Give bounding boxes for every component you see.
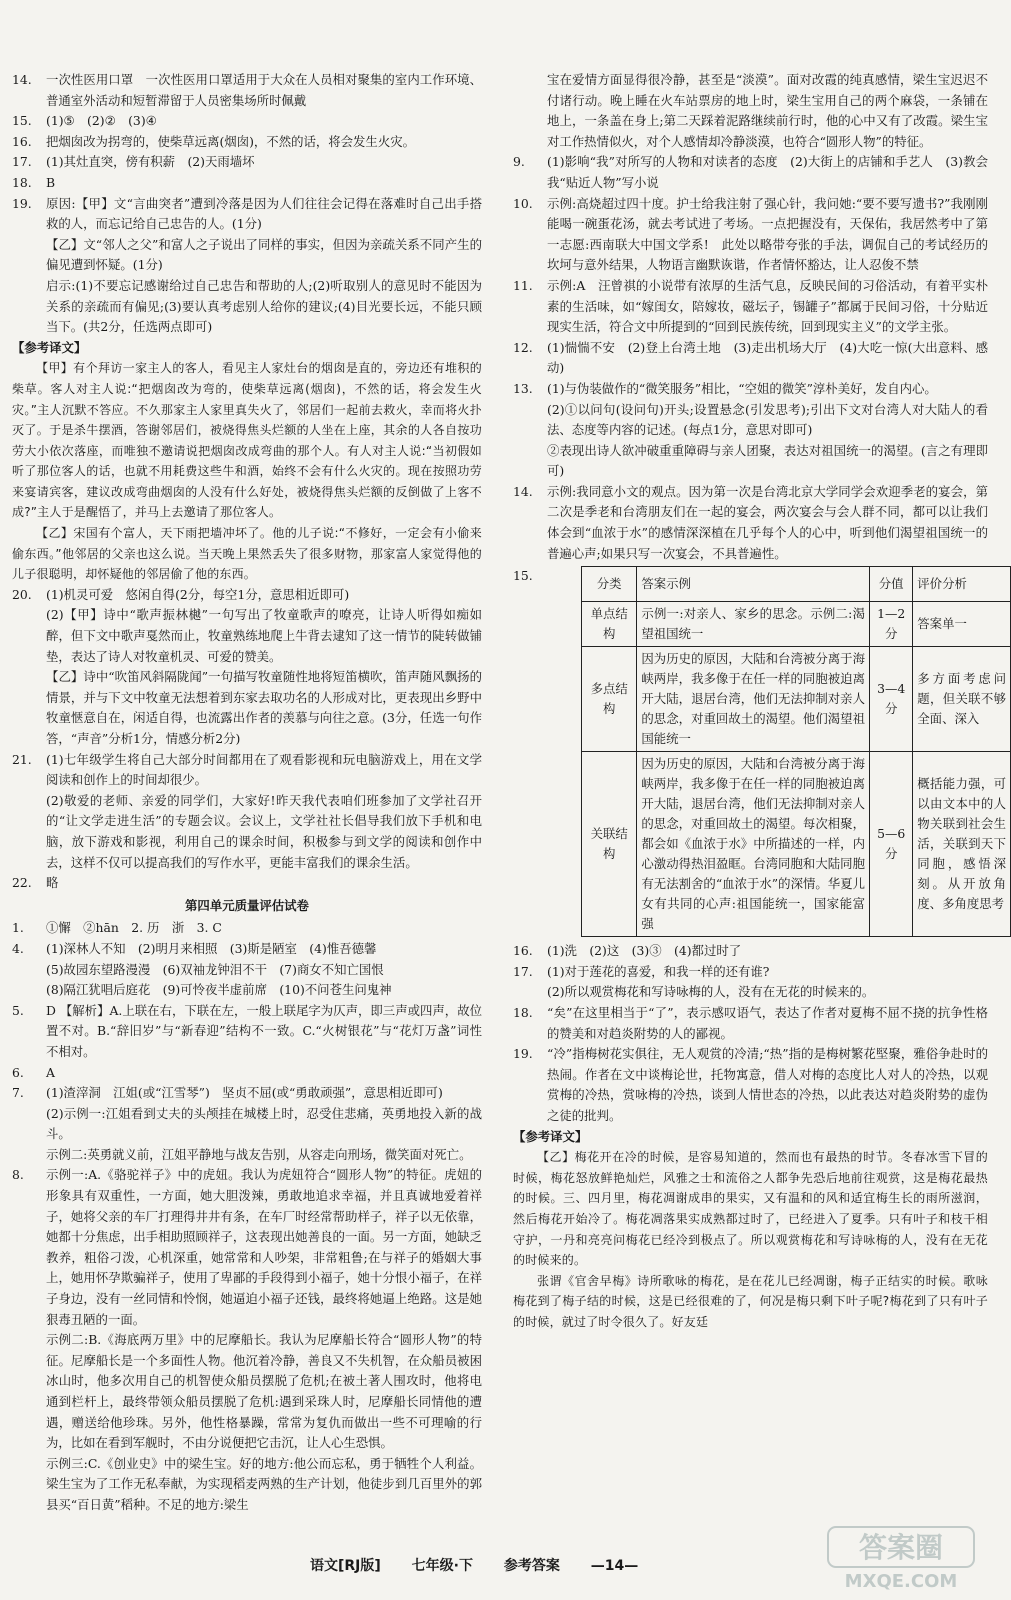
answer-text: 示例:A 汪曾祺的小说带有浓厚的生活气息，反映民间的习俗活动，有着平实朴素的生活味，如“嫁闺女，陪嫁妆，磁坛子，锡罐子”都属于民间习俗，十分贴近现实生活，符合文中所提到的“回到民族传统，回到现实主义”的文学主张。 [547,277,988,335]
answer-item [12,605,482,667]
item-number: 16. [513,943,533,959]
table-cell: 因为历史的原因，大陆和台湾被分离于海峡两岸，我多像于在任一样的同胞被迫离开大陆，退居台湾，他们无法抑制对亲人的思念，对重回故土的渴望。每次相聚，都会如《血浓于水》中所描述的一样，内心激动得热泪盈眶。台湾同胞和大陆同胞有无法割舍的“血浓于水”的深情。华夏儿女有共同的心声:祖国能统一，国家能富强 [637,752,870,937]
answer-text: (2)示例一:江姐看到丈夫的头颅挂在城楼上时，忍受住悲痛，英勇地投入新的战斗。 [46,1105,482,1142]
answer-item [12,667,482,749]
answer-text: 示例:我同意小文的观点。因为第一次是台湾北京大学同学会欢迎季老的宴会，第二次是季老和台湾朋友们在一起的宴会，两次宴会与会人群不同，都可以让我们体会到“血浓于水”的感情深深植在几乎每个人的心中，听到他们渴望祖国统一的普遍心声;如果只写一次宴会，不具普遍性。 [547,483,988,561]
answer-item [12,132,482,153]
left-column [12,70,482,1516]
answer-item [12,873,482,894]
answer-text: (8)隔江犹唱后庭花 (9)可怜夜半虚前席 (10)不问苍生问鬼神 [46,982,392,998]
answer-text: A [46,1064,55,1080]
watermark-url: MXQE.COM [844,1571,958,1592]
table-cell: 多点结构 [582,647,637,752]
answer-item [12,152,482,173]
item-number: 18. [12,174,32,190]
answer-text: 示例二:B.《海底两万里》中的尼摩船长。我认为尼摩船长符合“圆形人物”的特征。尼摩船长是一个多面性人物。他沉着冷静，善良又不失机智，在众船员被困冰山时，他多次用自己的机智使众船员摆脱了危机;在被土著人围攻时，他将电通到栏杆上，最终带领众船员摆脱了危机:遇到采珠人时，尼摩船长同情他的遭遇，赠送给他珍珠。另外，他性格暴躁，常常为复仇而做出一些不可理喻的行为，比如在看到军舰时，不由分说便把它击沉，让人心生恐惧。 [46,1332,482,1451]
answer-item [513,194,988,276]
right-column [513,70,1006,1333]
table-cell: 多方面考虑问题，但关联不够全面、深入 [913,647,1011,752]
footer-grade: 七年级·下 [411,1558,473,1574]
translation-paragraph: 【甲】有个拜访一家主人的客人，看见主人家灶台的烟囱是直的，旁边还有堆积的柴草。客人对主人说:“把烟囱改为弯的，使柴草远离(烟囱)，不然的话，将会发生火灾。”主人沉默不答应。不久那家主人家里真失火了，邻居们一起前去救火，幸而将火扑灭了。于是杀牛摆酒，答谢邻居们，被烧得焦头烂额的人坐在上座，其余的人各自按功劳大小依次落座，而唯独不邀请说把烟囱改成弯曲的那个人。有人对主人说:“当初假如听了那位客人的话，也就不用耗费这些牛和酒，始终不会有什么火灾的。现在按照功劳来宴请宾客，建议改成弯曲烟囱的人没有什么好处，被烧得焦头烂额的反倒做了上客不成?”主人于是醒悟了，并马上去邀请了那位客人。 [12,361,482,520]
item-number: 4. [12,940,24,956]
answer-item [513,276,988,338]
answer-text: 【乙】文“邻人之父”和富人之子说出了同样的事实，但因为亲疏关系不同产生的偏见遭到怀疑。(1分) [46,236,482,273]
answer-item [513,400,988,441]
answer-item [12,960,482,981]
answer-text: 示例二:英勇就义前，江姐平静地与战友告别，从容走向刑场，微笑面对死亡。 [46,1146,472,1162]
answer-text: D 【解析】A.上联在右，下联在左，一般上联尾字为仄声，即三声或四声，故位置不对。B.“辞旧岁”与“新春迎”结构不一致。C.“火树银花”与“花灯万盏”词性不相对。 [46,1002,482,1059]
answer-text: (2)①以问句(设问句)开头;设置悬念(引发思考);引出下文对台湾人对大陆人的看法、态度等内容的记述。(每点1分，意思对即可) [547,401,988,438]
scoring-table [581,566,1011,937]
item-number: 15. [513,568,533,584]
table-cell: 单点结构 [582,602,637,647]
answer-text: B [46,174,56,190]
footer-page-number: —14— [590,1558,639,1574]
answer-text: (2)敬爱的老师、亲爱的同学们，大家好!昨天我代表咱们班参加了文学社召开的“让文学走进生活”的专题会议。会议上，文学社社长倡导我们放下手机和电脑，放下游戏和影视，利用自己的课余时间，积极参与到文学的阅读和创作中去，这样不仅可以提高我们的写作水平，更能丰富我们的课余生活。 [46,792,482,870]
item-number: 16. [12,133,32,149]
item-number: 12. [513,339,533,355]
answer-item [513,152,988,193]
answer-text: 示例:高烧超过四十度。护士给我注射了强心针，我问她:“要不要写遗书?”我刚刚能喝一碗蛋花汤，就去考试进了考场。一点把握没有，天保佑，我居然考中了第一志愿:西南联大中国文学系! 此处以略带夸张的手法，调侃自己的考试经历的坎坷与意外结果，人物语言幽默诙谐，作者情怀豁达，让人忍俊不禁 [547,195,988,273]
answer-text: 原因:【甲】文“言曲突者”遭到冷落是因为人们往往会记得在落难时自己出手搭救的人，而忘记给自己忠告的人。(1分) [46,195,482,232]
answer-text: 一次性医用口罩 一次性医用口罩适用于大众在人员相对聚集的室内工作环境、普通室外活动和短暂滞留于人员密集场所时佩戴 [46,72,482,108]
table-cell: 3—4分 [870,647,913,752]
item-number: 7. [12,1085,24,1101]
table-header: 分类 [582,567,637,602]
answer-text: “冷”指梅树花实俱往，无人观赏的冷清;“热”指的是梅树繁花堅聚，雅俗争赴时的热闹。作者在文中谈梅论世，托物寓意，借人对梅的态度比人对人的冷热，以观赏梅的冷热，赏咏梅的冷热，谈到人情世态的冷热，以此表达对趋炎附势的虚伪之徒的批判。 [547,1046,988,1123]
table-row [582,647,1011,752]
table-cell: 因为历史的原因，大陆和台湾被分离于海峡两岸，我多像于在任一样的同胞被迫离开大陆，退居台湾，他们无法抑制对亲人的思念，对重回故土的渴望。他们渴望祖国能统一 [637,647,870,752]
answer-item [513,962,988,983]
item-number: 22. [12,875,32,891]
answer-text: (1)七年级学生将自己大部分时间都用在了观看影视和玩电脑游戏上，用在文学阅读和创作上的时间却很少。 [46,751,482,788]
answer-item [12,194,482,235]
reference-translation-label: 【参考译文】 [12,339,87,355]
table-cell: 示例一:对亲人、家乡的思念。示例二:渴望祖国统一 [637,602,870,647]
answer-item [12,791,482,873]
answer-text: 【乙】诗中“吹笛风斜隔陇闻”一句描写牧童随性地将短笛横吹，笛声随风飘扬的情景，并与下文中牧童无法想着到东家去取功名的人形成对比，更表现出乡野中牧童惬意自在，闲适自得，也流露出作者的羡慕与向往之意。(3分，任选一句作答，“声音”分析1分，情感分析2分) [46,669,482,746]
answer-text: (1)与伪装做作的“微笑服务”相比，“空姐的微笑”淳朴美好，发自内心。 [547,380,937,396]
table-cell: 关联结构 [582,752,637,937]
item-number: 20. [12,586,32,602]
watermark-text: 答案圈 [858,1531,944,1564]
reference-translation-label-2: 【参考译文】 [513,1128,588,1144]
table-header: 评价分析 [913,567,1011,602]
answer-text: (1)渣滓洞 江姐(或“江雪琴”) 坚贞不屈(或“勇敢顽强”，意思相近即可) [46,1085,443,1101]
item-number: 19. [12,195,32,211]
item-number: 11. [513,277,533,293]
answer-item [12,111,482,132]
item-number: 18. [513,1005,533,1021]
answer-item [513,441,988,482]
item-number: 17. [513,963,533,979]
answer-item [12,1330,482,1454]
answer-item [12,585,482,606]
answer-text: 启示:(1)不要忘记感谢给过自己忠告和帮助的人;(2)听取别人的意见时不能因为关系的亲疏而有偏见;(3)要认真考虑别人给你的建议;(4)目光要长远，不能只顾当下。(共2分，任选两点即可) [46,277,482,335]
item-number: 15. [12,113,32,129]
answer-item [12,750,482,791]
answer-text: 宝在爱情方面显得很冷静，甚至是“淡漠”。面对改霞的纯真感情，梁生宝迟迟不付诸行动。晚上睡在火车站票房的地上时，梁生宝用自己的两个麻袋，一条铺在地上，一条盖在身上;第二天踩着泥路继续前行时，他的心中又有了改霞。梁生宝对工作热情似火，对个人感情却冷静淡漠，也符合“圆形人物”的特征。 [547,72,988,149]
watermark-logo [826,1523,976,1593]
answer-text: (5)故园东望路漫漫 (6)双袖龙钟泪不干 (7)商女不知亡国恨 [46,961,384,977]
item-number: 14. [513,483,533,499]
answer-item [513,338,988,379]
item-number: 17. [12,154,32,170]
answer-item [12,1145,482,1166]
item-number: 5. [12,1002,24,1018]
answer-item [12,939,482,960]
table-row [582,602,1011,647]
answer-text: “矣”在这里相当于“了”，表示感叹语气，表达了作者对夏梅不屈不挠的抗争性格的赞美和对趋炎附势的人的鄙视。 [547,1005,988,1041]
table-cell: 概括能力强，可以由文本中的人物关联到社会生活，关联到天下同胞，感悟深刻。从开放角度、多角度思考 [913,752,1011,937]
answer-item [12,1104,482,1145]
unit-title: 第四单元质量评估试卷 [185,897,309,913]
answer-text: 示例一:A.《骆驼祥子》中的虎妞。我认为虎妞符合“圆形人物”的特征。虎妞的形象具有双重性，一方面，她大胆泼辣，勇敢地追求幸福，并且真诚地爱着祥子，她将父亲的车厂打理得井井有条，在车厂时经常帮助样子，祥子以无依靠，她都十分焦虑，出手相助照顾祥子，这表现出她善良的一面。另一方面，她缺乏教养，粗俗刁泼，心机深重，她常常和人吵架，非常粗鲁;在与祥子的婚姻大事上，她用怀孕欺骗祥子，使用了卑鄙的手段得到小福子，她十分恨小福子，在祥子身边，没有一丝同情和怜悯，她逼迫小福子还钱，最终将她逼上绝路。这是她狠毒丑陋的一面。 [46,1167,482,1327]
item-number: 1. [12,920,24,936]
answer-text: ①懈 ②hān 2. 历 浙 3. C [46,920,222,936]
answer-text: (1)深林人不知 (2)明月来相照 (3)斯是陋室 (4)惟吾德馨 [46,940,377,956]
answer-item [12,1063,482,1084]
answer-item [513,70,988,152]
answer-item [12,70,482,111]
item-number: 9. [513,154,525,170]
item-number: 10. [513,195,533,211]
table-cell: 5—6分 [870,752,913,937]
translation-paragraph: 【乙】宋国有个富人，天下雨把墙冲坏了。他的儿子说:“不修好，一定会有小偷来偷东西。”他邻居的父亲也这么说。当天晚上果然丢失了很多财物，那家富人家觉得他的儿子很聪明，却怀疑他的邻居偷了他的东西。 [12,526,482,582]
answer-item [12,276,482,338]
answer-item [12,1165,482,1330]
item-number: 19. [513,1046,533,1062]
answer-item [12,1001,482,1063]
answer-text: 示例三:C.《创业史》中的梁生宝。好的地方:他公而忘私，勇于牺牲个人利益。梁生宝为了工作无私奉献，为实现稻麦两熟的生产计划，他徒步到几百里外的郭县买“百日黄”稻种。不足的地方:梁生 [46,1455,482,1512]
answer-item [12,1454,482,1516]
footer-subject: 语文[RJ版] [310,1558,381,1574]
answer-text: (1)影响“我”对所写的人物和对读者的态度 (2)大街上的店铺和手艺人 (3)教会我“贴近人物”写小说 [547,154,988,190]
answer-item [12,980,482,1001]
item-number: 6. [12,1064,24,1080]
answer-text: (1)洗 (2)这 (3)③ (4)都过时了 [547,943,742,959]
answer-text: (1)⑤ (2)② (3)④ [46,113,157,129]
answer-item [12,235,482,276]
table-cell: 1—2分 [870,602,913,647]
table-header: 答案示例 [637,567,870,602]
answer-item [513,1003,988,1044]
answer-item [12,918,482,939]
item-number: 13. [513,380,533,396]
item-number: 21. [12,751,32,767]
item-number: 14. [12,72,32,87]
answer-item [12,173,482,194]
answer-text: 把烟囱改为拐弯的，使柴草远离(烟囱)，不然的话，将会发生火灾。 [46,133,415,149]
page-footer [310,1555,656,1575]
answer-item [513,941,988,962]
answer-text: (1)惴惴不安 (2)登上台湾土地 (3)走出机场大厅 (4)大吃一惊(大出意料、感动) [547,339,988,376]
answer-item [513,379,988,400]
answer-text: (2)【甲】诗中“歌声振林樾”一句写出了牧童歌声的嘹亮，让诗人听得如痴如醉，但下文中歌声戛然而止，牧童熟练地爬上牛背去逮知了这一情节的陡转做铺垫，表达了诗人对牧童机灵、可爱的赞美。 [46,607,482,664]
translation-paragraph: 张谓《官舍早梅》诗所歌咏的梅花，是在花儿已经凋谢，梅子正结实的时候。歌咏梅花到了梅子结的时候，这是已经很难的了，何况是梅只剩下叶子呢?梅花到了只有叶子的时候，就过了时令很久了。好友廷 [513,1273,988,1329]
answer-item [513,566,1006,937]
footer-section: 参考答案 [503,1558,560,1574]
item-number: 8. [12,1167,24,1183]
answer-item [513,982,988,1003]
table-header: 分值 [870,567,913,602]
answer-text: (1)对于莲花的喜爱，和我一样的还有谁? [547,963,770,979]
answer-text: (2)所以观赏梅花和写诗咏梅的人，没有在无花的时候来的。 [547,984,875,1000]
answer-item [513,1044,988,1126]
table-cell: 答案单一 [913,602,1011,647]
answer-text: (1)机灵可爱 悠闲自得(2分，每空1分，意思相近即可) [46,586,350,602]
answer-text: 略 [46,875,59,891]
answer-text: (1)其灶直突，傍有积薪 (2)天雨墙坏 [46,154,255,170]
answer-item [12,1083,482,1104]
table-row [582,752,1011,937]
translation-paragraph: 【乙】梅花开在冷的时候，是容易知道的，然而也有最热的时节。冬春冰雪下冒的时候，梅花怒放鲜艳灿烂，风雅之士和流俗之人都争先恐后地前往观赏，这是梅花最热的时候。三、四月里，梅花凋谢成串的果实，又有温和的风和适宜梅生长的雨所滋润，然后梅花开始冷了。梅花凋落果实成熟都过时了，已经进入了夏季。只有叶子和枝干相守护，一丹和亮亮问梅花已经冷到极点了。所以观赏梅花和写诗咏梅的人，没有在无花的时候来的。 [513,1150,988,1268]
answer-text: ②表现出诗人欲冲破重重障碍与亲人团聚，表达对祖国统一的渴望。(言之有理即可) [547,442,988,479]
answer-item [513,482,988,564]
